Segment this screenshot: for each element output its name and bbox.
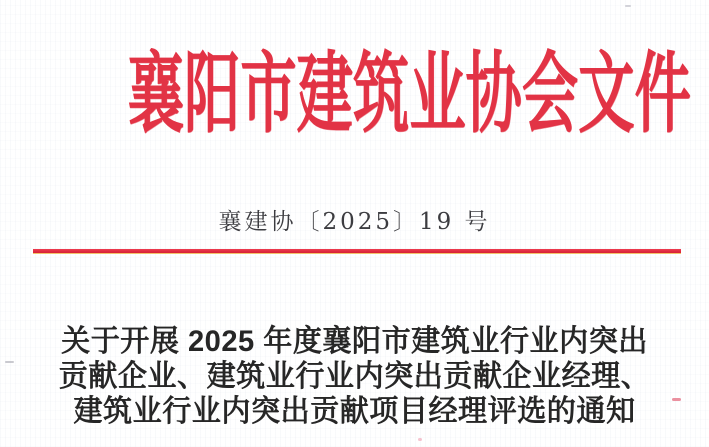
scan-artifact-dash: [672, 398, 681, 401]
document-reference-number: 襄建协〔2025〕19 号: [218, 209, 491, 235]
red-divider-line: [33, 249, 681, 253]
scan-artifact-speck: [625, 5, 631, 7]
scan-artifact-dash: [5, 361, 14, 363]
notice-title-line-3: 建筑业行业内突出贡献项目经理评选的通知: [73, 395, 636, 428]
notice-title-line-1: 关于开展 2025 年度襄阳市建筑业行业内突出: [61, 325, 648, 358]
scan-artifact-speck: [418, 438, 422, 441]
letterhead-org-title: 襄阳市建筑业协会文件: [127, 41, 691, 145]
notice-title-line-2: 贡献企业、建筑业行业内突出贡献企业经理、: [58, 360, 651, 393]
notice-title: [11, 324, 699, 429]
